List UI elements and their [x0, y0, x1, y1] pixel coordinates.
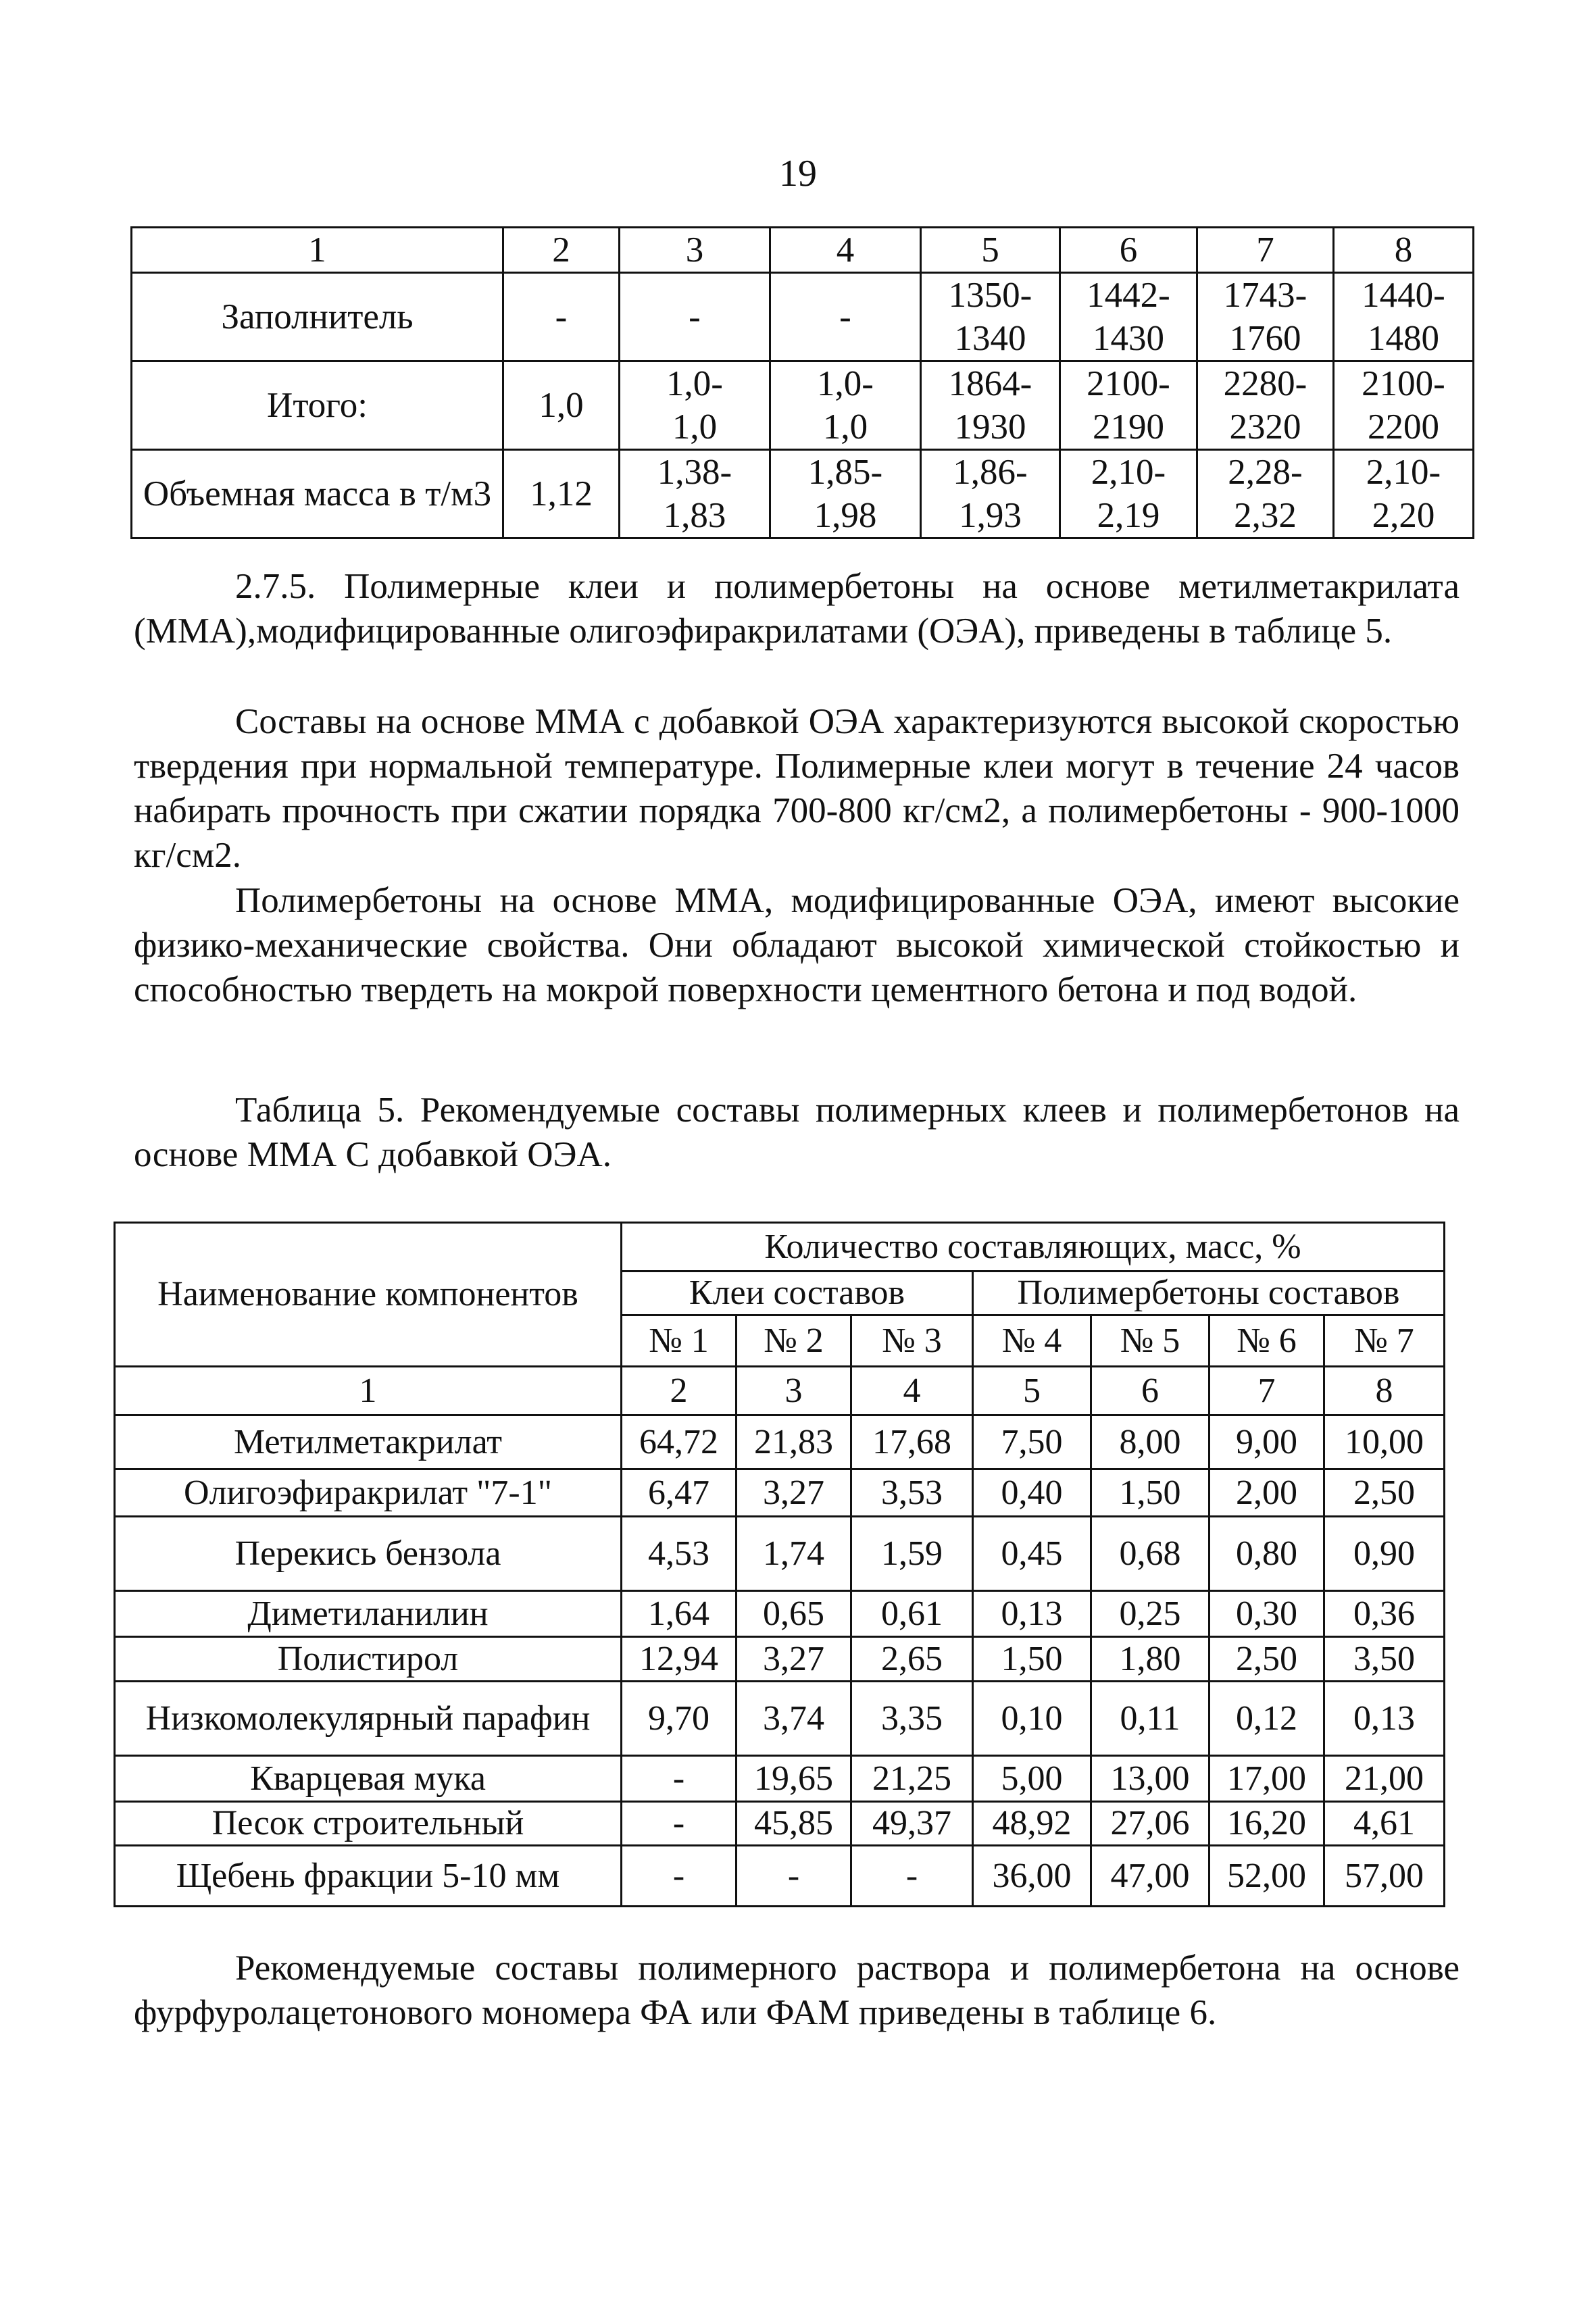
- table-top-col-header: 1: [132, 228, 503, 273]
- column-number: 8: [1324, 1367, 1445, 1415]
- cell-line: 2,19: [1097, 496, 1160, 535]
- table-row: [115, 1682, 1445, 1756]
- table-cell: 2,65: [851, 1637, 973, 1682]
- table-cell: 0,13: [1324, 1682, 1445, 1756]
- composition-header: № 4: [973, 1315, 1091, 1367]
- cell-line: 1480: [1368, 319, 1439, 358]
- table-cell: -: [770, 273, 921, 361]
- table-cell: 27,06: [1091, 1802, 1210, 1846]
- composition-header: № 6: [1210, 1315, 1324, 1367]
- cell-line: 1,0: [822, 407, 868, 447]
- table-cell: -: [622, 1846, 737, 1907]
- table-cell: 3,53: [851, 1469, 973, 1517]
- table-cell: 0,25: [1091, 1591, 1210, 1637]
- cell-line: 1,86-: [953, 453, 1028, 492]
- table-cell: 3,50: [1324, 1637, 1445, 1682]
- table-5-caption: Таблица 5. Рекомендуемые составы полимерных клеев и полимербетонов на основе ММА С добавкой ОЭА.: [134, 1090, 1460, 1174]
- table-cell: [921, 450, 1060, 538]
- table-cell: 0,36: [1324, 1591, 1445, 1637]
- cell-line: 2,28-: [1228, 453, 1303, 492]
- table-cell: [921, 273, 1060, 361]
- table-cell: 1,50: [973, 1637, 1091, 1682]
- cell-line: 1,0-: [666, 364, 723, 403]
- header-quantity: Количество составляющих, масс, %: [622, 1223, 1445, 1272]
- table-cell: [620, 450, 770, 538]
- table-cell: 7,50: [973, 1415, 1091, 1469]
- table-cell: -: [737, 1846, 851, 1907]
- table-cell: 47,00: [1091, 1846, 1210, 1907]
- table-cell: [1334, 361, 1474, 450]
- table-cell: [1334, 450, 1474, 538]
- table-row: [115, 1469, 1445, 1517]
- table-top-row: [132, 273, 1474, 361]
- table-5-number-row: [115, 1367, 1445, 1415]
- table-cell: -: [622, 1802, 737, 1846]
- cell-line: 1930: [954, 407, 1026, 447]
- table-cell: 13,00: [1091, 1756, 1210, 1802]
- composition-header: № 5: [1091, 1315, 1210, 1367]
- cell-line: 2,10-: [1366, 453, 1441, 492]
- cell-line: 1,0-: [817, 364, 874, 403]
- table-cell: 19,65: [737, 1756, 851, 1802]
- table-cell: 3,27: [737, 1469, 851, 1517]
- table-cell: 0,13: [973, 1591, 1091, 1637]
- table-cell: 16,20: [1210, 1802, 1324, 1846]
- table-cell: [1197, 450, 1334, 538]
- cell-line: 2100-: [1087, 364, 1170, 403]
- component-name: Низкомолекулярный парафин: [115, 1682, 622, 1756]
- table-cell: 12,94: [622, 1637, 737, 1682]
- composition-header: № 3: [851, 1315, 973, 1367]
- table-cell: 9,70: [622, 1682, 737, 1756]
- composition-header: № 1: [622, 1315, 737, 1367]
- table-cell: 1,80: [1091, 1637, 1210, 1682]
- header-concrete-group: Полимербетоны составов: [973, 1272, 1445, 1315]
- table-row: [115, 1517, 1445, 1591]
- table-cell: 0,45: [973, 1517, 1091, 1591]
- cell-line: 1760: [1229, 319, 1301, 358]
- cell-line: 1430: [1093, 319, 1164, 358]
- column-number: 4: [851, 1367, 973, 1415]
- table-top-row: [132, 450, 1474, 538]
- table-cell: 3,27: [737, 1637, 851, 1682]
- cell-line: 2,32: [1234, 496, 1297, 535]
- table-cell: 2,50: [1324, 1469, 1445, 1517]
- table-cell: 1,12: [503, 450, 620, 538]
- header-glue-group: Клеи составов: [622, 1272, 973, 1315]
- table-row: [115, 1802, 1445, 1846]
- composition-header: № 7: [1324, 1315, 1445, 1367]
- table-top-col-header: 4: [770, 228, 921, 273]
- table-cell: 9,00: [1210, 1415, 1324, 1469]
- table-cell: 8,00: [1091, 1415, 1210, 1469]
- table-cell: 0,12: [1210, 1682, 1324, 1756]
- column-number: 7: [1210, 1367, 1324, 1415]
- table-cell: [1334, 273, 1474, 361]
- table-top-row: [132, 361, 1474, 450]
- table-top-col-header: 7: [1197, 228, 1334, 273]
- column-number: 3: [737, 1367, 851, 1415]
- table-row: [115, 1591, 1445, 1637]
- cell-line: 1,85-: [807, 453, 883, 492]
- table-cell: 2,00: [1210, 1469, 1324, 1517]
- row-label: Объемная масса в т/м3: [132, 450, 503, 538]
- cell-line: 1,83: [663, 496, 726, 535]
- component-name: Диметиланилин: [115, 1591, 622, 1637]
- cell-line: 2280-: [1223, 364, 1307, 403]
- cell-line: 2,10-: [1091, 453, 1166, 492]
- cell-line: 1743-: [1223, 276, 1307, 315]
- table-cell: [1197, 273, 1334, 361]
- table-cell: 2,50: [1210, 1637, 1324, 1682]
- table-cell: 57,00: [1324, 1846, 1445, 1907]
- table-top-col-header: 2: [503, 228, 620, 273]
- table-cell: 64,72: [622, 1415, 737, 1469]
- component-name: Перекись бензола: [115, 1517, 622, 1591]
- cell-line: 2320: [1229, 407, 1301, 447]
- cell-line: 2,20: [1372, 496, 1435, 535]
- table-cell: 0,90: [1324, 1517, 1445, 1591]
- table-row: [115, 1846, 1445, 1907]
- table-cell: 17,00: [1210, 1756, 1324, 1802]
- cell-line: 2200: [1368, 407, 1439, 447]
- cell-line: 1440-: [1362, 276, 1445, 315]
- table-cell: 3,74: [737, 1682, 851, 1756]
- table-cell: 0,68: [1091, 1517, 1210, 1591]
- table-top-col-header: 5: [921, 228, 1060, 273]
- cell-line: 2190: [1093, 407, 1164, 447]
- column-number: 2: [622, 1367, 737, 1415]
- table-cell: 1,59: [851, 1517, 973, 1591]
- cell-line: 2100-: [1362, 364, 1445, 403]
- table-cell: 0,61: [851, 1591, 973, 1637]
- column-number: 1: [115, 1367, 622, 1415]
- row-label: Итого:: [132, 361, 503, 450]
- table-cell: -: [851, 1846, 973, 1907]
- table-row: [115, 1756, 1445, 1802]
- cell-line: 1,38-: [657, 453, 732, 492]
- table-5-header-row: [115, 1223, 1445, 1272]
- table-cell: [1060, 361, 1197, 450]
- table-top-header-row: [132, 228, 1474, 273]
- table-cell: -: [503, 273, 620, 361]
- table-top-col-header: 3: [620, 228, 770, 273]
- column-number: 6: [1091, 1367, 1210, 1415]
- table-cell: -: [622, 1756, 737, 1802]
- cell-line: 1350-: [948, 276, 1032, 315]
- component-name: Олигоэфиракрилат "7-1": [115, 1469, 622, 1517]
- table-cell: 1,50: [1091, 1469, 1210, 1517]
- table-cell: -: [620, 273, 770, 361]
- table-cell: [921, 361, 1060, 450]
- table-cell: 0,40: [973, 1469, 1091, 1517]
- component-name: Кварцевая мука: [115, 1756, 622, 1802]
- paragraph-2-7-5: 2.7.5. Полимерные клеи и полимербетоны на основе метилметакрилата (ММА),модифицированные олигоэфиракрилатами (ОЭА), приведены в таблице 5.: [134, 567, 1460, 651]
- component-name: Песок строительный: [115, 1802, 622, 1846]
- table-cell: 21,00: [1324, 1756, 1445, 1802]
- table-cell: 52,00: [1210, 1846, 1324, 1907]
- table-top: [130, 226, 1474, 539]
- table-cell: 10,00: [1324, 1415, 1445, 1469]
- table-5: [114, 1222, 1445, 1907]
- table-cell: 36,00: [973, 1846, 1091, 1907]
- table-row: [115, 1415, 1445, 1469]
- table-cell: 21,25: [851, 1756, 973, 1802]
- cell-line: 1442-: [1087, 276, 1170, 315]
- component-name: Щебень фракции 5-10 мм: [115, 1846, 622, 1907]
- row-label: Заполнитель: [132, 273, 503, 361]
- table-cell: 21,83: [737, 1415, 851, 1469]
- table-cell: 1,64: [622, 1591, 737, 1637]
- paragraph-properties: Составы на основе ММА с добавкой ОЭА характеризуются высокой скоростью твердения при нормальной температуре. Полимерные клеи могут в течение 24 часов набирать прочность при сжатии порядка 700-800 кг/см2, а полимербетоны - 900-1000 кг/см2.: [134, 702, 1460, 875]
- table-cell: 45,85: [737, 1802, 851, 1846]
- table-cell: 1,74: [737, 1517, 851, 1591]
- table-cell: 0,30: [1210, 1591, 1324, 1637]
- table-cell: 5,00: [973, 1756, 1091, 1802]
- table-cell: [1060, 450, 1197, 538]
- table-top-col-header: 6: [1060, 228, 1197, 273]
- table-cell: [1060, 273, 1197, 361]
- table-cell: 48,92: [973, 1802, 1091, 1846]
- component-name: Полистирол: [115, 1637, 622, 1682]
- table-cell: 49,37: [851, 1802, 973, 1846]
- column-number: 5: [973, 1367, 1091, 1415]
- table-cell: [1197, 361, 1334, 450]
- table-cell: 1,0: [503, 361, 620, 450]
- table-cell: 4,61: [1324, 1802, 1445, 1846]
- composition-header: № 2: [737, 1315, 851, 1367]
- table-cell: 3,35: [851, 1682, 973, 1756]
- cell-line: 1,0: [672, 407, 718, 447]
- table-row: [115, 1637, 1445, 1682]
- header-components: Наименование компонентов: [115, 1223, 622, 1367]
- table-cell: [770, 450, 921, 538]
- table-top-col-header: 8: [1334, 228, 1474, 273]
- table-cell: 0,11: [1091, 1682, 1210, 1756]
- cell-line: 1,93: [959, 496, 1022, 535]
- cell-line: 1,98: [814, 496, 877, 535]
- table-cell: 17,68: [851, 1415, 973, 1469]
- table-cell: [620, 361, 770, 450]
- cell-line: 1864-: [948, 364, 1032, 403]
- paragraph-polymer-concrete: Полимербетоны на основе ММА, модифицированные ОЭА, имеют высокие физико-механические свойства. Они обладают высокой химической стойкостью и способностью твердеть на мокрой поверхности цементного бетона и под водой.: [134, 881, 1460, 1009]
- cell-line: 1340: [954, 319, 1026, 358]
- table-cell: 6,47: [622, 1469, 737, 1517]
- table-cell: 0,10: [973, 1682, 1091, 1756]
- table-cell: 4,53: [622, 1517, 737, 1591]
- component-name: Метилметакрилат: [115, 1415, 622, 1469]
- table-cell: 0,80: [1210, 1517, 1324, 1591]
- table-cell: [770, 361, 921, 450]
- page-number: 19: [779, 153, 817, 195]
- table-cell: 0,65: [737, 1591, 851, 1637]
- paragraph-table-6-reference: Рекомендуемые составы полимерного раствора и полимербетона на основе фурфуролацетонового мономера ФА или ФАМ приведены в таблице 6.: [134, 1948, 1460, 2032]
